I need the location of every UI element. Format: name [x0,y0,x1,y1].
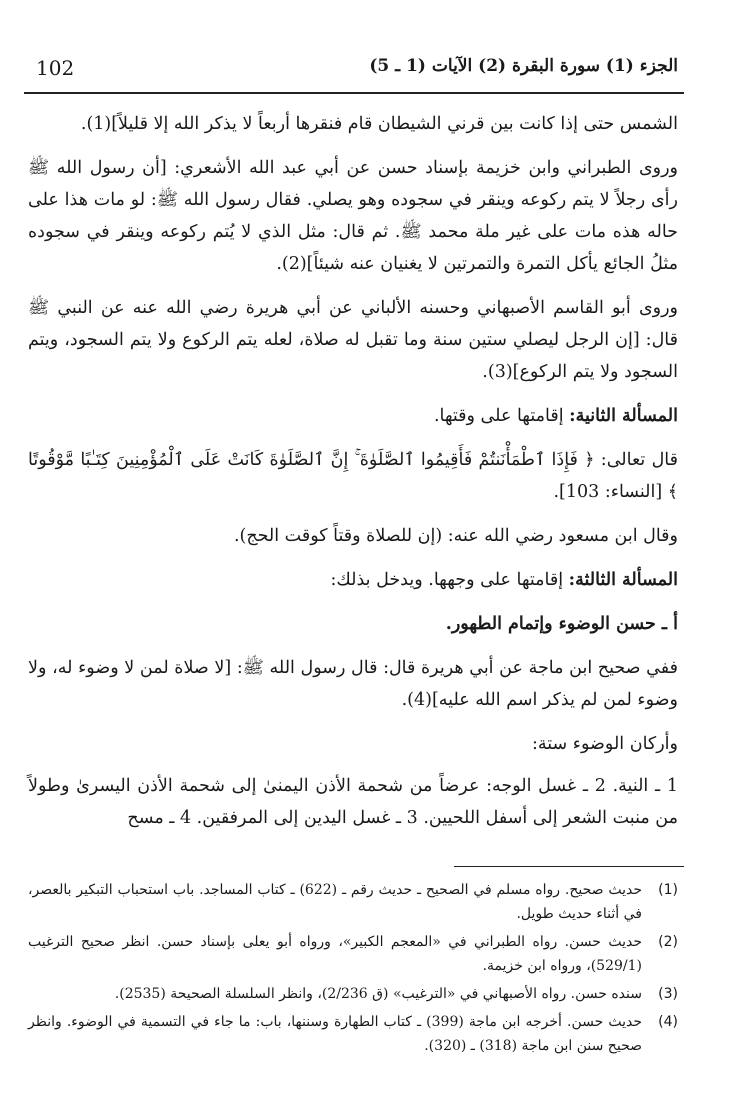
section-heading-3 [28,564,678,596]
running-head: الجزء (1) سورة البقرة (2) الآيات (1 ـ 5) [369,56,678,76]
paragraph: وأركان الوضوء ستة: [532,734,678,754]
footnote-divider [454,866,684,867]
footnote-text: حديث حسن. أخرجه ابن ماجة (399) ـ كتاب الطهارة وسننها، باب: ما جاء في التسمية في الوضوء. وانظر صحيح سنن ابن ماجة (318) ـ (320). [28,1014,642,1054]
footnote-text: حديث صحيح. رواه مسلم في الصحيح ـ حديث رقم ـ (622) ـ كتاب المساجد. باب استحباب التبكير بالعصر، في أثناء حديث طويل. [28,882,642,922]
section-label: المسألة الثالثة: [568,570,678,590]
footnote [28,930,678,978]
section-text: إقامتها على وجهها. ويدخل بذلك: [330,570,569,590]
section-label: المسألة الثانية: [569,406,678,426]
footnote [28,982,678,1006]
footnote-number: (2) [658,934,678,950]
subheading-a: أ ـ حسن الوضوء وإتمام الطهور. [445,614,678,634]
section-heading-2 [28,400,678,432]
footnote-number: (3) [658,986,678,1002]
footnote [28,1010,678,1058]
footnote-text: حديث حسن. رواه الطبراني في «المعجم الكبير»، ورواه أبو يعلى بإسناد حسن. انظر صحيح الترغيب (529/1)، ورواه ابن خزيمة. [28,934,642,974]
footnote-number: (4) [658,1014,678,1030]
paragraph: وروى أبو القاسم الأصبهاني وحسنه الألباني عن أبي هريرة رضي الله عنه عن النبي ﷺ قال: [إن الرجل ليصلي ستين سنة وما تقبل له صلاة، لعله يتم الركوع ولا يتم السجود، ويتم السجود ولا يتم الركوع](3). [28,298,678,382]
paragraph: ففي صحيح ابن ماجة عن أبي هريرة قال: قال رسول الله ﷺ: [لا صلاة لمن لا وضوء له، ولا وضوء لمن لم يذكر اسم الله عليه](4). [28,658,678,710]
page-number: 102 [36,56,75,80]
main-text [28,108,678,846]
page-header [24,56,684,94]
quran-verse-paragraph: قال تعالى: ﴿ فَإِذَا ٱطْمَأْنَنتُمْ فَأَقِيمُوا ٱلصَّلَوٰةَ ۚ إِنَّ ٱلصَّلَوٰةَ كَانَتْ عَلَى ٱلْمُؤْمِنِينَ كِتَـٰبًا مَّوْقُوتًا ﴾ [النساء: 103]. [28,450,678,502]
footnote [28,878,678,926]
footnotes [28,878,678,1062]
section-text: إقامتها على وقتها. [433,406,570,426]
footnote-text: سنده حسن. رواه الأصبهاني في «الترغيب» (ق 2/236)، وانظر السلسلة الصحيحة (2535). [114,986,642,1002]
paragraph: 1 ـ النية. 2 ـ غسل الوجه: عرضاً من شحمة الأذن اليمنىٰ إلى شحمة الأذن اليسرىٰ وطولاً من منبت الشعر إلى أسفل اللحيين. 3 ـ غسل اليدين إلى المرفقين. 4 ـ مسح [28,776,678,828]
footnote-number: (1) [658,882,678,898]
paragraph: وقال ابن مسعود رضي الله عنه: (إن للصلاة وقتاً كوقت الحج). [233,526,678,546]
paragraph: وروى الطبراني وابن خزيمة بإسناد حسن عن أبي عبد الله الأشعري: [أن رسول الله ﷺ رأى رجلاً لا يتم ركوعه وينقر في سجوده وهو يصلي. فقال رسول الله ﷺ: لو مات هذا على حاله هذه مات على غير ملة محمد ﷺ. ثم قال: مثل الذي لا يُتم ركوعه وينقر في سجوده مثلُ الجائع يأكل التمرة والتمرتين لا يغنيان عنه شيئاً](2). [28,158,678,274]
paragraph: الشمس حتى إذا كانت بين قرني الشيطان قام فنقرها أربعاً لا يذكر الله إلا قليلاً](1). [80,114,678,134]
